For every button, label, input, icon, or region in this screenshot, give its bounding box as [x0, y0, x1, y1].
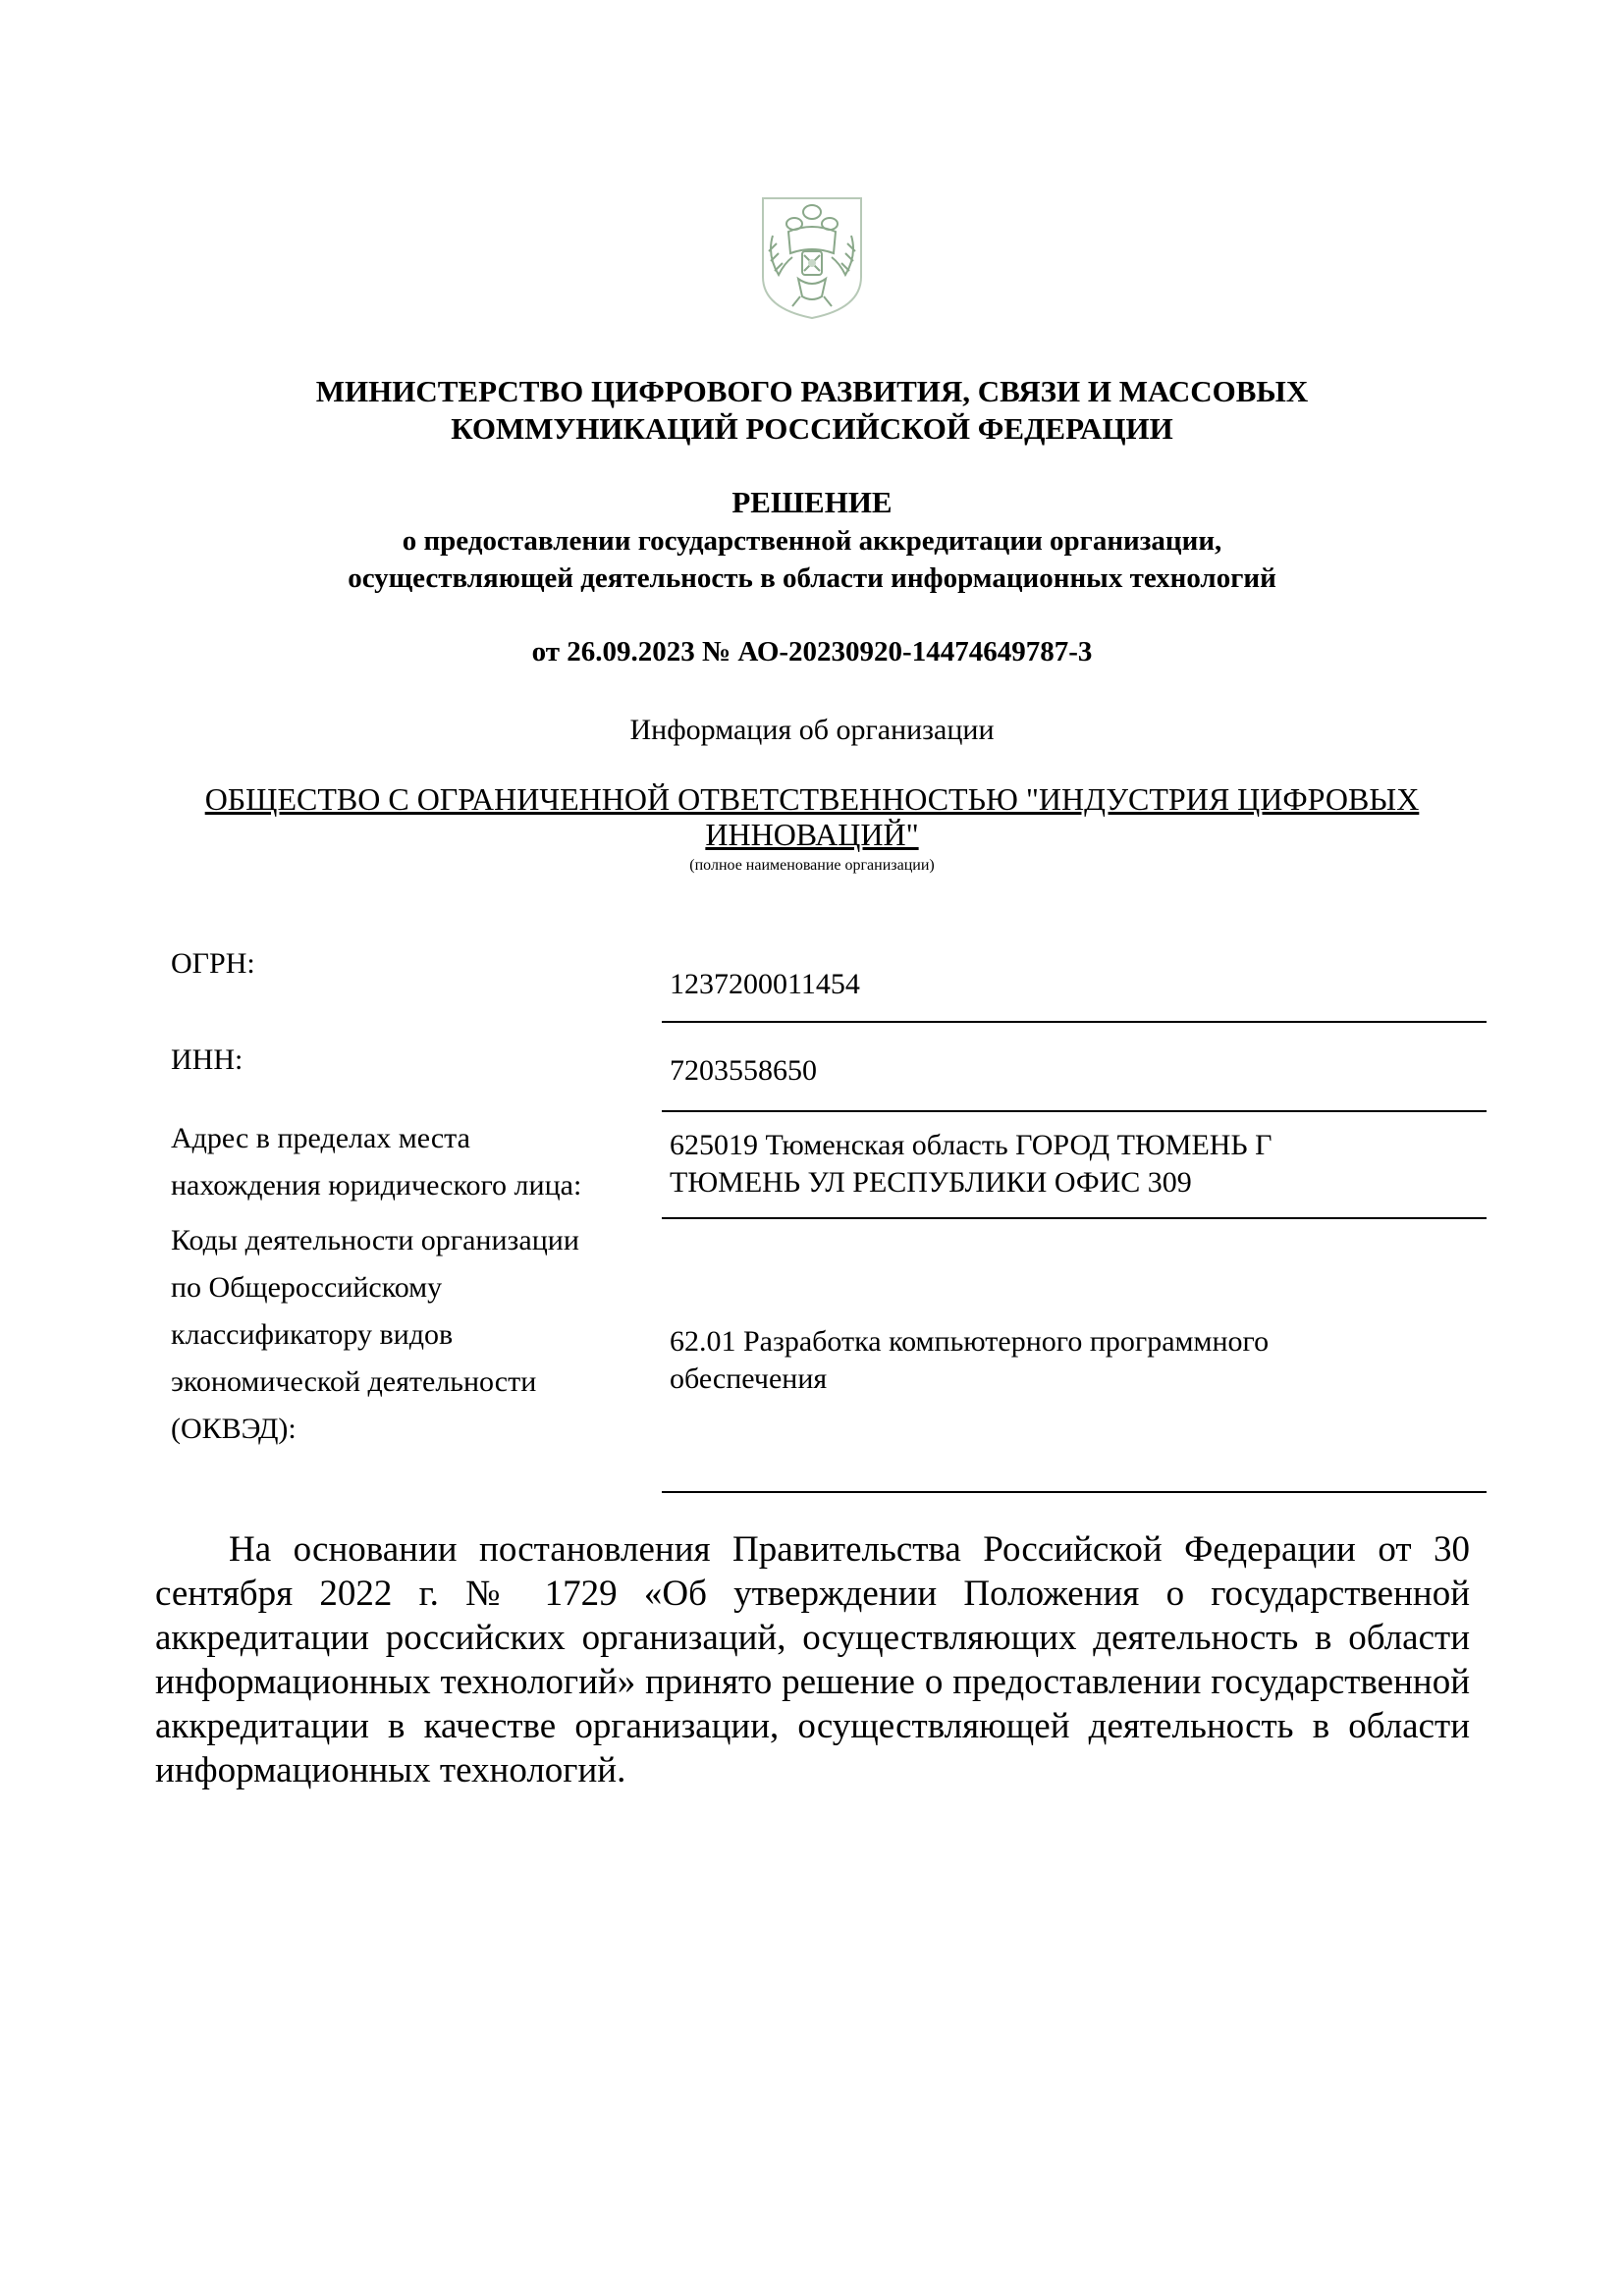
okved-label-line4: экономической деятельности: [171, 1365, 537, 1398]
decision-body-paragraph: На основании постановления Правительства Российской Федерации от 30 сентября 2022 г. № 1729 «Об утверждении Положения о государственной аккредитации российских организаций, осуществляющих деятельность в области информационных технологий» принято решение о предоставлении государственной аккредитации в качестве организации, осуществляющей деятельность в области информационных технологий.: [155, 1529, 1470, 1790]
ogrn-label: ОГРН:: [171, 947, 255, 980]
russian-coat-of-arms-icon: [759, 194, 865, 322]
address-label: [171, 1115, 642, 1209]
address-label-line1: Адрес в пределах места: [171, 1122, 470, 1154]
okved-value-line1: 62.01 Разработка компьютерного программного: [670, 1325, 1270, 1358]
organization-name-line2: ИННОВАЦИЙ": [705, 817, 919, 852]
okved-label-line2: по Общероссийскому: [171, 1271, 443, 1304]
document-type: РЕШЕНИЕ: [731, 485, 893, 519]
document-subject-line2: осуществляющей деятельность в области информационных технологий: [348, 562, 1276, 594]
inn-value: 7203558650: [670, 1054, 817, 1087]
okved-label-line3: классификатору видов: [171, 1318, 454, 1351]
inn-underline: [662, 1110, 1487, 1112]
okved-label-line1: Коды деятельности организации: [171, 1224, 579, 1256]
okved-value-line2: обеспечения: [670, 1362, 828, 1395]
organization-full-name: [157, 781, 1467, 852]
address-value-line1: 625019 Тюменская область ГОРОД ТЮМЕНЬ Г: [670, 1129, 1272, 1161]
address-value: [670, 1127, 1494, 1201]
ministry-name-line2: КОММУНИКАЦИЙ РОССИЙСКОЙ ФЕДЕРАЦИИ: [451, 411, 1173, 446]
organization-name-line1: ОБЩЕСТВО С ОГРАНИЧЕННОЙ ОТВЕТСТВЕННОСТЬЮ "ИНДУСТРИЯ ЦИФРОВЫХ: [204, 781, 1420, 817]
okved-label: [171, 1217, 642, 1453]
ministry-name-line1: МИНИСТЕРСТВО ЦИФРОВОГО РАЗВИТИЯ, СВЯЗИ И МАССОВЫХ: [315, 374, 1309, 408]
okved-label-line5: (ОКВЭД):: [171, 1413, 297, 1445]
address-value-line2: ТЮМЕНЬ УЛ РЕСПУБЛИКИ ОФИС 309: [670, 1166, 1192, 1199]
organization-info-heading: Информация об организации: [629, 714, 995, 746]
ministry-name: [157, 373, 1467, 448]
inn-label: ИНН:: [171, 1043, 244, 1076]
okved-value: [670, 1323, 1494, 1398]
document-subject: [157, 522, 1467, 597]
okved-underline: [662, 1491, 1487, 1493]
address-label-line2: нахождения юридического лица:: [171, 1169, 582, 1201]
document-subject-line1: о предоставлении государственной аккредитации организации,: [402, 525, 1222, 557]
organization-name-caption: (полное наименование организации): [689, 857, 935, 874]
document-number: от 26.09.2023 № АО-20230920-14474649787-3: [531, 636, 1093, 667]
ogrn-underline: [662, 1021, 1487, 1023]
ogrn-value: 1237200011454: [670, 968, 860, 1000]
address-underline: [662, 1217, 1487, 1219]
